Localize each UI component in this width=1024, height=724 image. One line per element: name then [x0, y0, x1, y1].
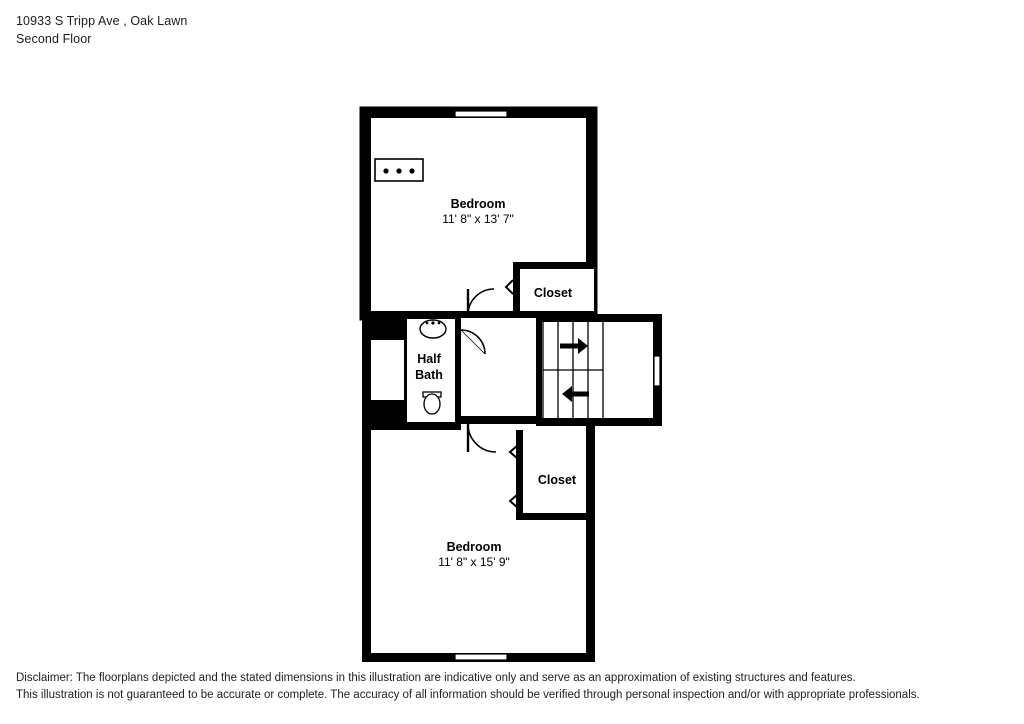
middle-band-walls: [363, 311, 661, 425]
closet-north-walls: [513, 262, 594, 318]
disclaimer-line-1: Disclaimer: The floorplans depicted and the stated dimensions in this illustration are indicative only and serve as an approximation of existing structures and features.: [16, 672, 856, 684]
room-name: Closet: [537, 473, 577, 487]
sink-icon: [420, 320, 446, 338]
room-name-line1: Half: [417, 352, 441, 366]
toilet-icon: [423, 392, 441, 414]
door-hall-south: [468, 424, 496, 452]
room-name-line2: Bath: [415, 368, 443, 383]
disclaimer: [16, 670, 1006, 705]
room-dimensions: 11' 8" x 15' 9": [438, 555, 510, 570]
disclaimer-line-2: This illustration is not guaranteed to be accurate or complete. The accuracy of all information should be verified through personal inspection and/or with appropriate professionals.: [16, 689, 920, 702]
room-dimensions: 11' 8" x 13' 7": [442, 212, 514, 227]
floor-label: Second Floor: [16, 32, 92, 47]
room-name: Closet: [533, 286, 573, 300]
property-address: 10933 S Tripp Ave , Oak Lawn: [16, 14, 188, 28]
window-south: [455, 654, 507, 660]
closet-shelf-detail: [375, 159, 423, 181]
room-name: Bedroom: [446, 540, 502, 554]
closet-south-walls: [510, 430, 594, 520]
window-north: [455, 111, 507, 117]
window-stair: [654, 356, 660, 386]
room-name: Bedroom: [450, 197, 506, 211]
